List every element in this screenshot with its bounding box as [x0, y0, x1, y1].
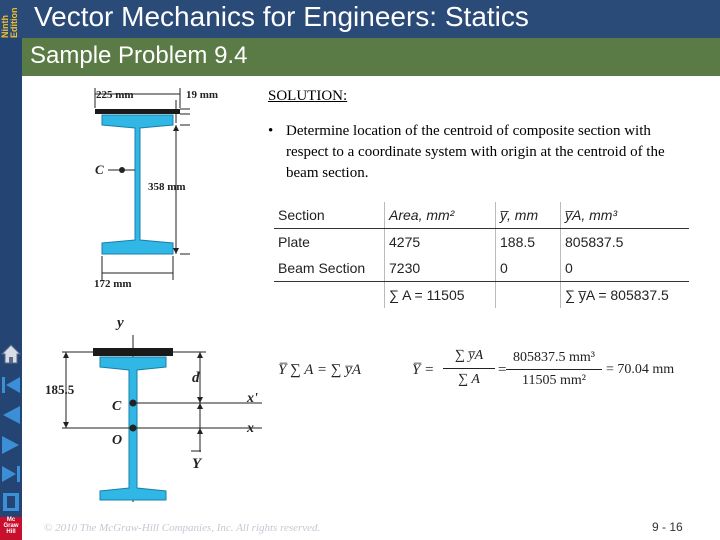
- equation-1: Y̅ ∑ A = ∑ y̅A: [278, 362, 362, 378]
- equation-2-lhs: Y̅ =: [412, 362, 435, 378]
- last-page-icon[interactable]: [0, 462, 22, 486]
- d-label: d: [192, 370, 200, 386]
- bullet-text: Determine location of the centroid of composite section with respect to a coordinate system with origin at the centroid of the beam section.: [286, 123, 665, 181]
- dim-185-label: 185.5: [45, 382, 75, 397]
- copyright-notice: © 2010 The McGraw-Hill Companies, Inc. All rights reserved.: [44, 522, 321, 534]
- table-cell: 0: [561, 255, 690, 282]
- centroid-c-label: C: [112, 399, 122, 414]
- edition-line-2: Edition: [9, 7, 19, 38]
- equation-2-denominator: 11505 mm²: [522, 373, 586, 388]
- section-properties-table: [274, 202, 689, 308]
- centroid-label: C: [95, 162, 104, 177]
- table-cell: 7230: [385, 255, 496, 282]
- next-page-icon[interactable]: [0, 433, 22, 457]
- header-section: Section: [274, 202, 385, 229]
- edition-label: [0, 0, 22, 38]
- sum-ybar-a: ∑ y̅A = 805837.5: [565, 287, 669, 303]
- home-icon[interactable]: [0, 342, 22, 366]
- flange-width-label: 172 mm: [94, 278, 132, 290]
- origin-o-label: O: [112, 433, 123, 448]
- cross-section-figure: [80, 84, 230, 292]
- equation-2-equals: =: [498, 362, 507, 378]
- cover-plate: [95, 109, 180, 114]
- bullet-marker: •: [268, 123, 274, 139]
- table-cell: 805837.5: [565, 234, 624, 250]
- sum-area: ∑ A = 11505: [385, 282, 496, 309]
- y-axis-label: y: [117, 315, 124, 331]
- equation-2-sym-denominator: ∑ A: [458, 372, 480, 387]
- composite-section-figure: [40, 310, 270, 510]
- table-sum-row: [274, 282, 689, 309]
- header-area: Area, mm²: [385, 202, 496, 229]
- centroid-c-marker: [130, 400, 137, 407]
- solution-heading: SOLUTION:: [268, 88, 348, 104]
- plate-width-label: 225 mm: [96, 89, 134, 101]
- table-header-row: [274, 202, 689, 229]
- equation-2-fraction-bar: [506, 369, 602, 370]
- previous-page-icon[interactable]: [0, 403, 22, 427]
- table-cell: Beam Section: [274, 255, 385, 282]
- slide-title: Sample Problem 9.4: [30, 42, 248, 69]
- equation-2-sym-fraction-bar: [443, 368, 495, 369]
- table-cell: 188.5: [496, 229, 561, 256]
- mcgraw-hill-logo: Mc Graw Hill: [0, 517, 22, 540]
- x-prime-label: x': [247, 391, 258, 406]
- exit-icon[interactable]: [0, 490, 22, 514]
- height-label: 358 mm: [148, 181, 186, 193]
- table-row: [274, 229, 689, 256]
- table-cell: 0: [496, 255, 561, 282]
- table-row: [274, 255, 689, 282]
- table-cell: Plate: [274, 229, 385, 256]
- equation-2-result: = 70.04 mm: [606, 362, 675, 377]
- table-cell: 4275: [385, 229, 496, 256]
- equation-2-numerator: 805837.5 mm³: [513, 350, 595, 365]
- first-page-icon[interactable]: [0, 373, 22, 397]
- main-title: Vector Mechanics for Engineers: Statics: [34, 1, 529, 32]
- origin-o-marker: [130, 425, 137, 432]
- Y-label: Y: [192, 456, 202, 472]
- header-ybar-a: y̅A, mm³: [561, 202, 690, 229]
- page-number: 9 - 16: [652, 520, 683, 534]
- x-axis-label: x: [247, 421, 254, 436]
- equation-2-sym-numerator: ∑ y̅A: [454, 348, 484, 363]
- cover-plate: [93, 348, 173, 356]
- header-ybar: y̅, mm: [496, 202, 561, 229]
- plate-thickness-label: 19 mm: [186, 89, 219, 101]
- edition-line-1: Ninth: [0, 15, 10, 38]
